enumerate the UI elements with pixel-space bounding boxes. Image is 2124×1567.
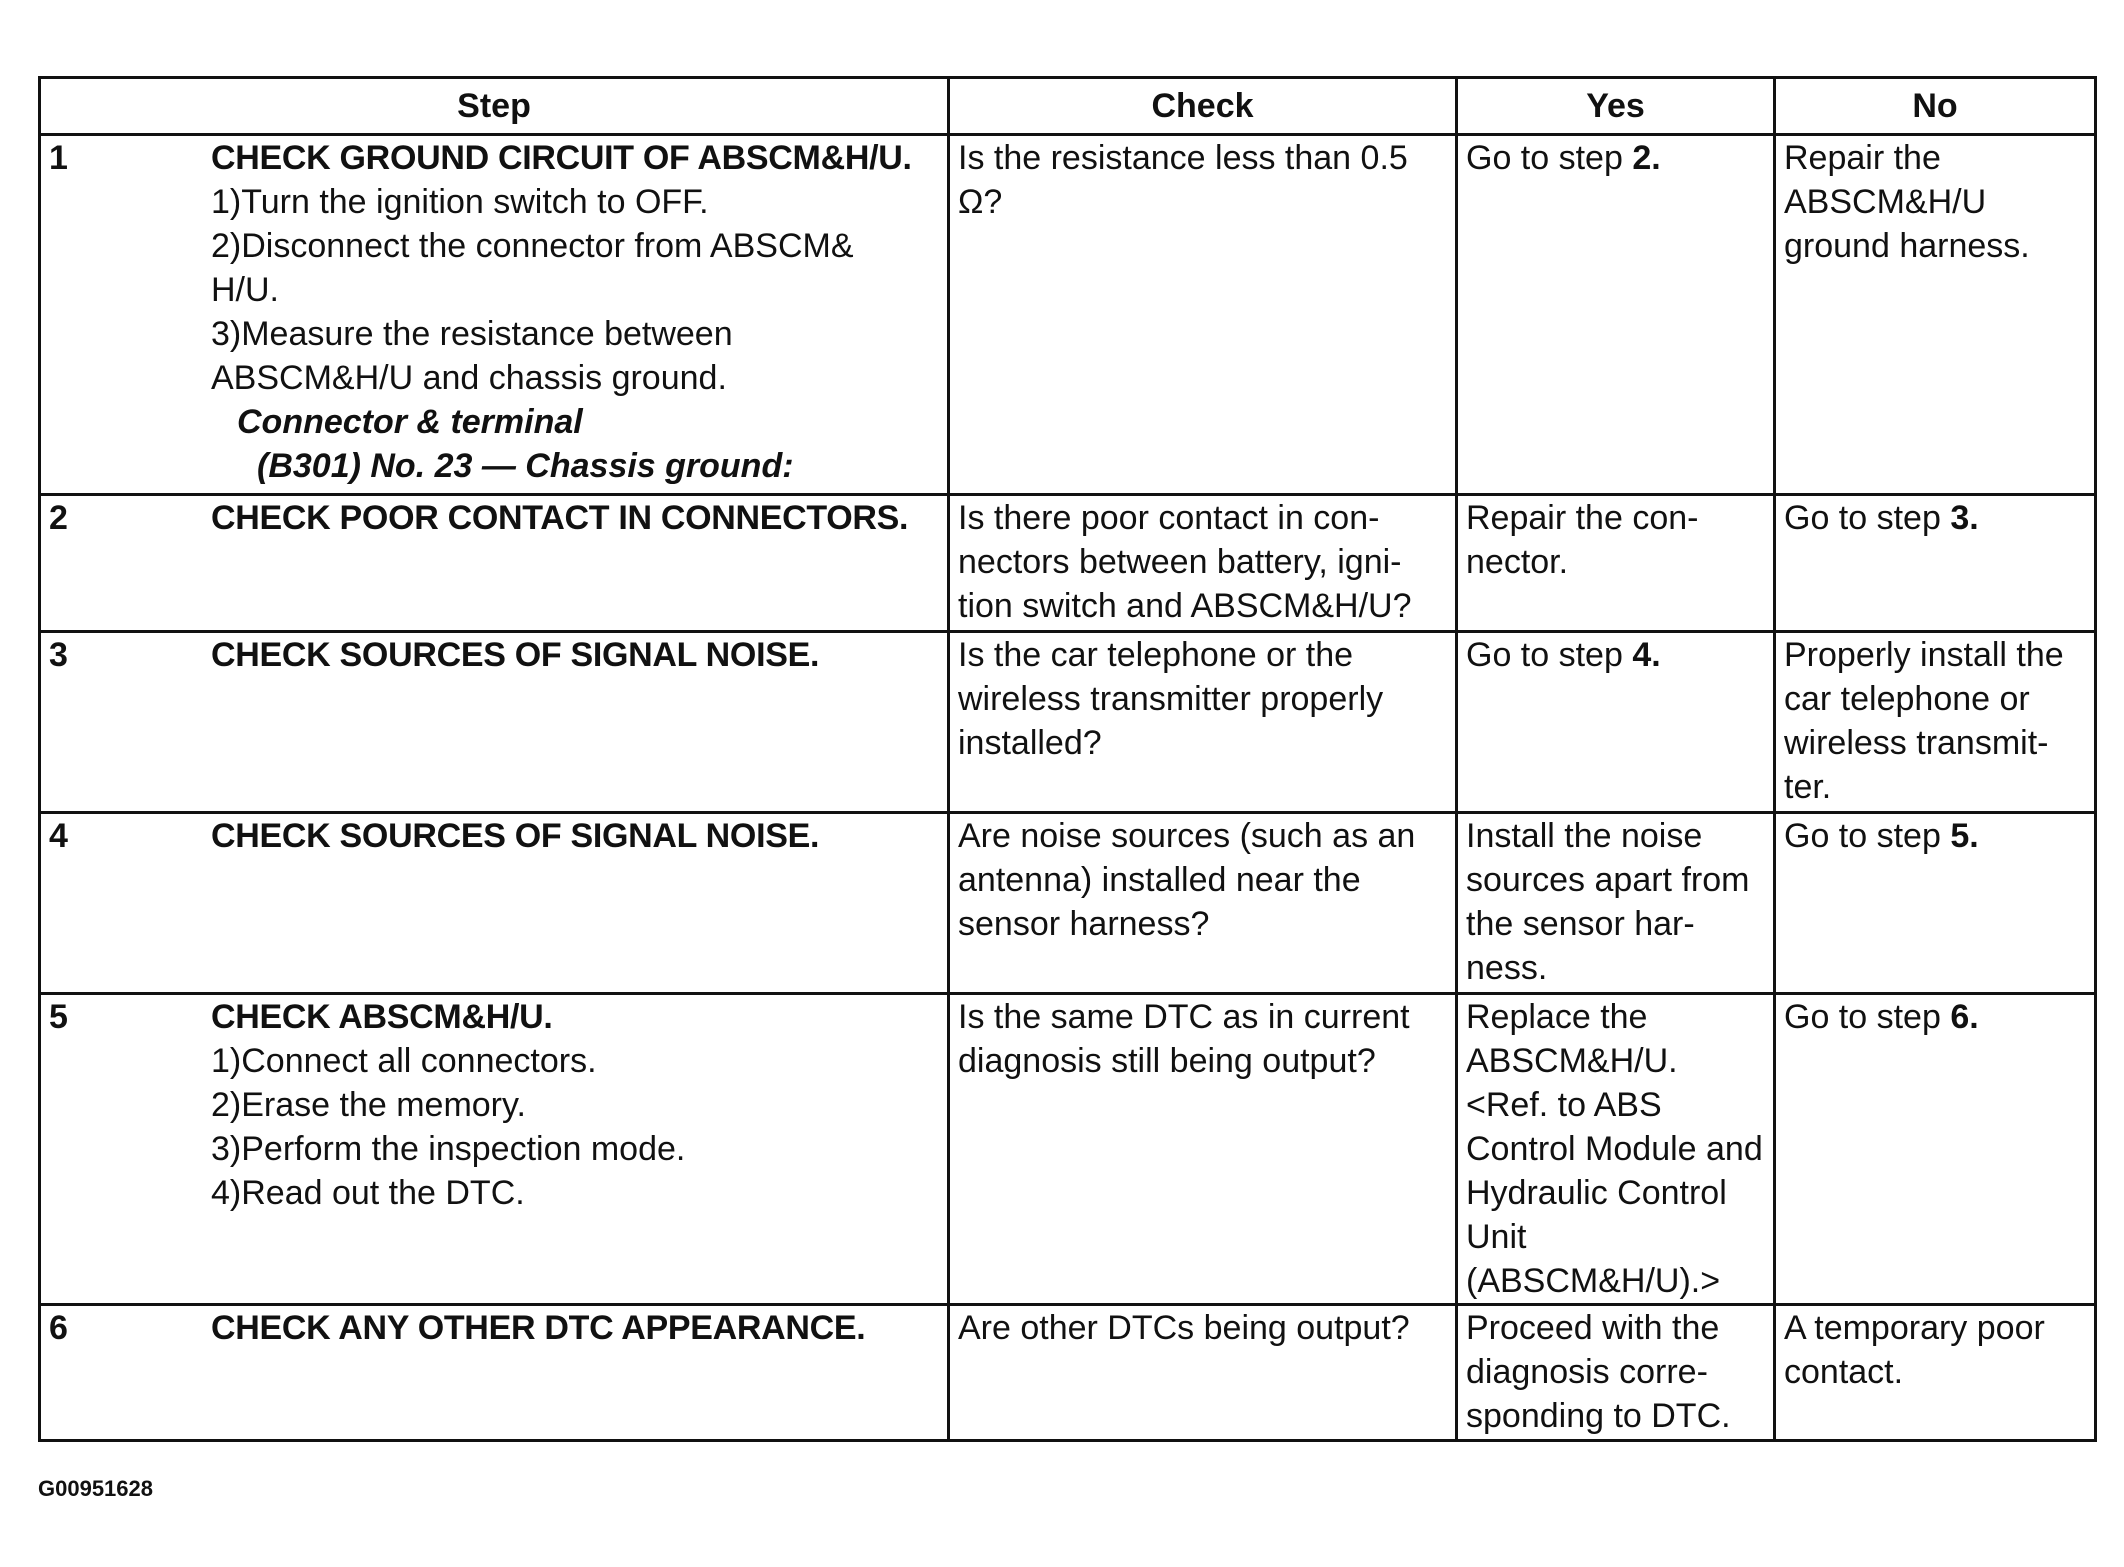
step-title: CHECK SOURCES OF SIGNAL NOISE. <box>211 636 820 674</box>
step-title: CHECK ANY OTHER DTC APPEARANCE. <box>211 1309 866 1347</box>
step-title: CHECK GROUND CIRCUIT OF ABSCM&H/U. <box>211 139 912 177</box>
no-step-ref: 6. <box>1950 998 1979 1036</box>
no-text: Go to step <box>1784 499 1951 537</box>
yes-step-ref: 2. <box>1632 139 1661 177</box>
table-row <box>40 813 2096 994</box>
yes-cell <box>1457 994 1775 1305</box>
step-instruction: 3)Perform the inspection mode. <box>211 1130 686 1168</box>
yes-cell <box>1457 632 1775 813</box>
table-row <box>40 495 2096 632</box>
step-number: 3 <box>49 636 68 674</box>
step-number: 4 <box>49 817 68 855</box>
yes-text: Go to step <box>1466 139 1633 177</box>
header-check: Check <box>949 78 1457 135</box>
no-cell <box>1775 994 2096 1305</box>
no-cell <box>1775 813 2096 994</box>
step-cell <box>40 495 949 632</box>
check-cell: Are other DTCs being output? <box>949 1305 1457 1441</box>
no-text: Properly install the car telephone or wireless transmit-ter. <box>1784 636 2064 806</box>
yes-step-ref: 4. <box>1632 636 1661 674</box>
yes-text: Install the noise sources apart from the sensor har-ness. <box>1466 817 1750 987</box>
step-number: 6 <box>49 1309 68 1347</box>
connector-note: Connector & terminal <box>237 403 583 441</box>
yes-text: Go to step <box>1466 636 1633 674</box>
table-row <box>40 135 2096 495</box>
step-instruction: 1)Turn the ignition switch to OFF. <box>211 183 709 221</box>
no-cell <box>1775 135 2096 495</box>
step-title: CHECK ABSCM&H/U. <box>211 998 553 1036</box>
check-cell: Is the resistance less than 0.5 Ω? <box>949 135 1457 495</box>
diagnostic-table <box>38 76 2097 1442</box>
step-instruction: 2)Disconnect the connector from ABSCM& <box>211 227 854 265</box>
step-number: 1 <box>49 139 68 177</box>
step-number: 2 <box>49 499 68 537</box>
yes-cell <box>1457 135 1775 495</box>
table-row <box>40 1305 2096 1441</box>
step-cell <box>40 632 949 813</box>
no-cell <box>1775 495 2096 632</box>
step-body <box>211 814 939 858</box>
yes-cell <box>1457 495 1775 632</box>
no-text: Go to step <box>1784 998 1951 1036</box>
no-text: A temporary poor contact. <box>1784 1309 2045 1391</box>
step-body <box>211 136 939 488</box>
step-cell <box>40 813 949 994</box>
check-cell: Are noise sources (such as an antenna) installed near the sensor harness? <box>949 813 1457 994</box>
step-instruction: H/U. <box>211 271 279 309</box>
step-body <box>211 496 939 540</box>
no-step-ref: 3. <box>1950 499 1979 537</box>
step-body <box>211 995 939 1215</box>
no-text: Repair the ABSCM&H/U ground harness. <box>1784 139 2030 265</box>
yes-cell <box>1457 1305 1775 1441</box>
figure-id: G00951628 <box>38 1476 153 1501</box>
no-text: Go to step <box>1784 817 1951 855</box>
step-instruction: 4)Read out the DTC. <box>211 1174 525 1212</box>
terminal-note: (B301) No. 23 — Chassis ground: <box>257 447 794 485</box>
step-title: CHECK POOR CONTACT IN CONNECTORS. <box>211 499 909 537</box>
check-cell: Is the same DTC as in current diagnosis still being output? <box>949 994 1457 1305</box>
step-instruction: 2)Erase the memory. <box>211 1086 526 1124</box>
diagnostic-table-container <box>38 76 2094 1442</box>
step-instruction: 3)Measure the resistance between <box>211 315 733 353</box>
no-step-ref: 5. <box>1950 817 1979 855</box>
step-instruction: ABSCM&H/U and chassis ground. <box>211 359 727 397</box>
table-row <box>40 994 2096 1305</box>
no-cell <box>1775 632 2096 813</box>
header-row <box>40 78 2096 135</box>
step-instruction: 1)Connect all connectors. <box>211 1042 597 1080</box>
step-number: 5 <box>49 998 68 1036</box>
header-no: No <box>1775 78 2096 135</box>
no-cell <box>1775 1305 2096 1441</box>
yes-text: Replace the ABSCM&H/U. <Ref. to ABS Control Module and Hydraulic Control Unit (ABSCM&H/U).> <box>1466 998 1763 1300</box>
header-yes: Yes <box>1457 78 1775 135</box>
header-step: Step <box>40 78 949 135</box>
step-title: CHECK SOURCES OF SIGNAL NOISE. <box>211 817 820 855</box>
step-body <box>211 633 939 677</box>
yes-text: Repair the con-nector. <box>1466 499 1699 581</box>
check-cell: Is the car telephone or the wireless transmitter properly installed? <box>949 632 1457 813</box>
step-cell <box>40 135 949 495</box>
table-row <box>40 632 2096 813</box>
step-cell <box>40 1305 949 1441</box>
step-body <box>211 1306 939 1350</box>
yes-text: Proceed with the diagnosis corre-sponding to DTC. <box>1466 1309 1731 1435</box>
yes-cell <box>1457 813 1775 994</box>
check-cell: Is there poor contact in con-nectors between battery, igni-tion switch and ABSCM&H/U? <box>949 495 1457 632</box>
step-cell <box>40 994 949 1305</box>
